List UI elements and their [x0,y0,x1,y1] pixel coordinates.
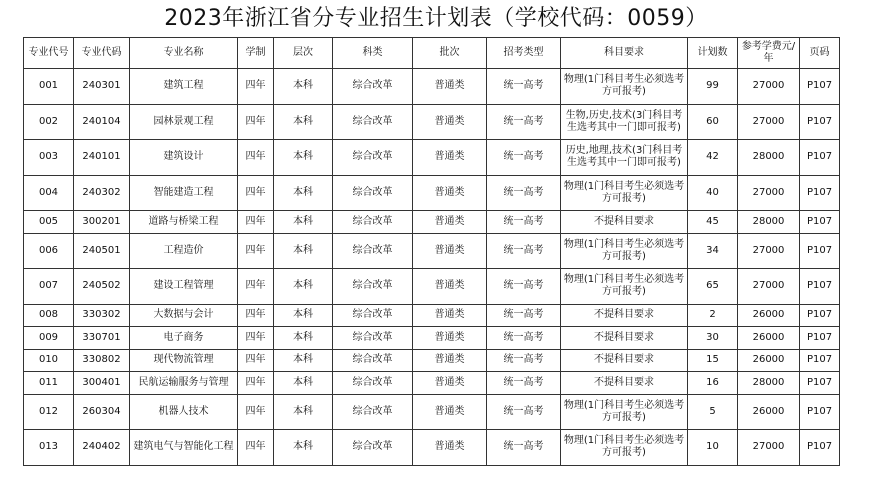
category-cell: 综合改革 [333,430,413,466]
table-row [24,104,840,140]
major-code-cell: 240501 [74,233,130,269]
category-cell: 综合改革 [333,372,413,395]
major-no-cell: 007 [24,269,74,305]
category-cell: 综合改革 [333,304,413,327]
major-no-cell: 010 [24,349,74,372]
exam-type-cell: 统一高考 [487,349,561,372]
table-row [24,372,840,395]
plan-count-cell: 60 [688,104,738,140]
major-name-cell: 电子商务 [130,327,238,350]
major-name-cell: 建设工程管理 [130,269,238,305]
major-name-cell: 建筑工程 [130,69,238,105]
plan-count-cell: 30 [688,327,738,350]
major-code-cell: 240402 [74,430,130,466]
duration-cell: 四年 [238,372,274,395]
page-number-cell: P107 [800,140,840,176]
tuition-cell: 28000 [738,211,800,234]
plan-count-cell: 16 [688,372,738,395]
subject-requirement-cell: 物理(1门科目考生必须选考方可报考) [561,394,688,430]
plan-count-cell: 15 [688,349,738,372]
batch-cell: 普通类 [413,394,487,430]
major-code-cell: 240301 [74,69,130,105]
batch-cell: 普通类 [413,304,487,327]
header-cell: 科类 [333,38,413,69]
level-cell: 本科 [274,327,333,350]
category-cell: 综合改革 [333,140,413,176]
major-no-cell: 002 [24,104,74,140]
exam-type-cell: 统一高考 [487,327,561,350]
subject-requirement-cell: 物理(1门科目考生必须选考方可报考) [561,430,688,466]
header-cell: 层次 [274,38,333,69]
table-row [24,233,840,269]
plan-count-cell: 34 [688,233,738,269]
major-no-cell: 003 [24,140,74,176]
level-cell: 本科 [274,269,333,305]
category-cell: 综合改革 [333,327,413,350]
duration-cell: 四年 [238,175,274,211]
header-cell: 参考学费元/年 [738,38,800,69]
exam-type-cell: 统一高考 [487,211,561,234]
exam-type-cell: 统一高考 [487,394,561,430]
duration-cell: 四年 [238,69,274,105]
duration-cell: 四年 [238,430,274,466]
category-cell: 综合改革 [333,69,413,105]
batch-cell: 普通类 [413,269,487,305]
subject-requirement-cell: 不提科目要求 [561,372,688,395]
batch-cell: 普通类 [413,104,487,140]
level-cell: 本科 [274,394,333,430]
major-code-cell: 300201 [74,211,130,234]
batch-cell: 普通类 [413,233,487,269]
page-number-cell: P107 [800,304,840,327]
level-cell: 本科 [274,304,333,327]
duration-cell: 四年 [238,140,274,176]
header-cell: 专业代码 [74,38,130,69]
tuition-cell: 28000 [738,372,800,395]
major-code-cell: 240104 [74,104,130,140]
level-cell: 本科 [274,233,333,269]
duration-cell: 四年 [238,269,274,305]
subject-requirement-cell: 生物,历史,技术(3门科目考生选考其中一门即可报考) [561,104,688,140]
exam-type-cell: 统一高考 [487,430,561,466]
plan-count-cell: 10 [688,430,738,466]
major-no-cell: 008 [24,304,74,327]
subject-requirement-cell: 物理(1门科目考生必须选考方可报考) [561,175,688,211]
duration-cell: 四年 [238,104,274,140]
level-cell: 本科 [274,140,333,176]
plan-count-cell: 5 [688,394,738,430]
table-row [24,304,840,327]
plan-count-cell: 42 [688,140,738,176]
major-code-cell: 330302 [74,304,130,327]
plan-count-cell: 40 [688,175,738,211]
table-row [24,349,840,372]
tuition-cell: 27000 [738,269,800,305]
category-cell: 综合改革 [333,175,413,211]
category-cell: 综合改革 [333,349,413,372]
major-name-cell: 道路与桥梁工程 [130,211,238,234]
page-number-cell: P107 [800,269,840,305]
header-cell: 页码 [800,38,840,69]
major-code-cell: 300401 [74,372,130,395]
exam-type-cell: 统一高考 [487,175,561,211]
tuition-cell: 27000 [738,430,800,466]
duration-cell: 四年 [238,394,274,430]
duration-cell: 四年 [238,327,274,350]
major-no-cell: 013 [24,430,74,466]
major-name-cell: 智能建造工程 [130,175,238,211]
header-cell: 学制 [238,38,274,69]
subject-requirement-cell: 历史,地理,技术(3门科目考生选考其中一门即可报考) [561,140,688,176]
batch-cell: 普通类 [413,349,487,372]
tuition-cell: 26000 [738,304,800,327]
tuition-cell: 27000 [738,69,800,105]
table-row [24,327,840,350]
header-cell: 计划数 [688,38,738,69]
duration-cell: 四年 [238,349,274,372]
batch-cell: 普通类 [413,211,487,234]
page-number-cell: P107 [800,394,840,430]
header-cell: 招考类型 [487,38,561,69]
page-number-cell: P107 [800,211,840,234]
header-cell: 批次 [413,38,487,69]
subject-requirement-cell: 物理(1门科目考生必须选考方可报考) [561,69,688,105]
exam-type-cell: 统一高考 [487,372,561,395]
table-row [24,269,840,305]
major-name-cell: 大数据与会计 [130,304,238,327]
table-row [24,69,840,105]
major-no-cell: 001 [24,69,74,105]
header-cell: 科目要求 [561,38,688,69]
major-no-cell: 009 [24,327,74,350]
major-name-cell: 现代物流管理 [130,349,238,372]
subject-requirement-cell: 不提科目要求 [561,327,688,350]
duration-cell: 四年 [238,233,274,269]
page-number-cell: P107 [800,175,840,211]
page-number-cell: P107 [800,233,840,269]
subject-requirement-cell: 物理(1门科目考生必须选考方可报考) [561,269,688,305]
batch-cell: 普通类 [413,140,487,176]
duration-cell: 四年 [238,304,274,327]
level-cell: 本科 [274,372,333,395]
tuition-cell: 27000 [738,233,800,269]
plan-count-cell: 45 [688,211,738,234]
table-row [24,430,840,466]
table-row [24,211,840,234]
exam-type-cell: 统一高考 [487,233,561,269]
level-cell: 本科 [274,69,333,105]
subject-requirement-cell: 不提科目要求 [561,304,688,327]
page-number-cell: P107 [800,69,840,105]
table-row [24,394,840,430]
major-code-cell: 240302 [74,175,130,211]
major-name-cell: 建筑设计 [130,140,238,176]
batch-cell: 普通类 [413,372,487,395]
major-code-cell: 260304 [74,394,130,430]
exam-type-cell: 统一高考 [487,140,561,176]
exam-type-cell: 统一高考 [487,269,561,305]
header-cell: 专业代号 [24,38,74,69]
major-name-cell: 机器人技术 [130,394,238,430]
table-row [24,175,840,211]
header-cell: 专业名称 [130,38,238,69]
subject-requirement-cell: 不提科目要求 [561,211,688,234]
plan-count-cell: 2 [688,304,738,327]
page-number-cell: P107 [800,104,840,140]
major-no-cell: 006 [24,233,74,269]
major-no-cell: 012 [24,394,74,430]
category-cell: 综合改革 [333,233,413,269]
tuition-cell: 26000 [738,394,800,430]
header-row [24,38,840,69]
major-code-cell: 240101 [74,140,130,176]
level-cell: 本科 [274,211,333,234]
level-cell: 本科 [274,430,333,466]
tuition-cell: 27000 [738,175,800,211]
major-no-cell: 005 [24,211,74,234]
page-number-cell: P107 [800,349,840,372]
exam-type-cell: 统一高考 [487,104,561,140]
major-name-cell: 建筑电气与智能化工程 [130,430,238,466]
major-code-cell: 330701 [74,327,130,350]
page-number-cell: P107 [800,430,840,466]
tuition-cell: 28000 [738,140,800,176]
table-row [24,140,840,176]
tuition-cell: 26000 [738,327,800,350]
level-cell: 本科 [274,175,333,211]
duration-cell: 四年 [238,211,274,234]
subject-requirement-cell: 物理(1门科目考生必须选考方可报考) [561,233,688,269]
tuition-cell: 27000 [738,104,800,140]
exam-type-cell: 统一高考 [487,304,561,327]
enrollment-plan-table [23,37,840,466]
category-cell: 综合改革 [333,394,413,430]
major-code-cell: 330802 [74,349,130,372]
major-code-cell: 240502 [74,269,130,305]
major-name-cell: 工程造价 [130,233,238,269]
level-cell: 本科 [274,104,333,140]
batch-cell: 普通类 [413,430,487,466]
category-cell: 综合改革 [333,104,413,140]
page-number-cell: P107 [800,327,840,350]
plan-count-cell: 99 [688,69,738,105]
major-no-cell: 004 [24,175,74,211]
level-cell: 本科 [274,349,333,372]
page-number-cell: P107 [800,372,840,395]
exam-type-cell: 统一高考 [487,69,561,105]
page-title: 2023年浙江省分专业招生计划表（学校代码：0059） [164,6,708,31]
major-name-cell: 民航运输服务与管理 [130,372,238,395]
batch-cell: 普通类 [413,69,487,105]
plan-count-cell: 65 [688,269,738,305]
category-cell: 综合改革 [333,269,413,305]
major-name-cell: 园林景观工程 [130,104,238,140]
subject-requirement-cell: 不提科目要求 [561,349,688,372]
category-cell: 综合改革 [333,211,413,234]
tuition-cell: 26000 [738,349,800,372]
batch-cell: 普通类 [413,175,487,211]
batch-cell: 普通类 [413,327,487,350]
major-no-cell: 011 [24,372,74,395]
